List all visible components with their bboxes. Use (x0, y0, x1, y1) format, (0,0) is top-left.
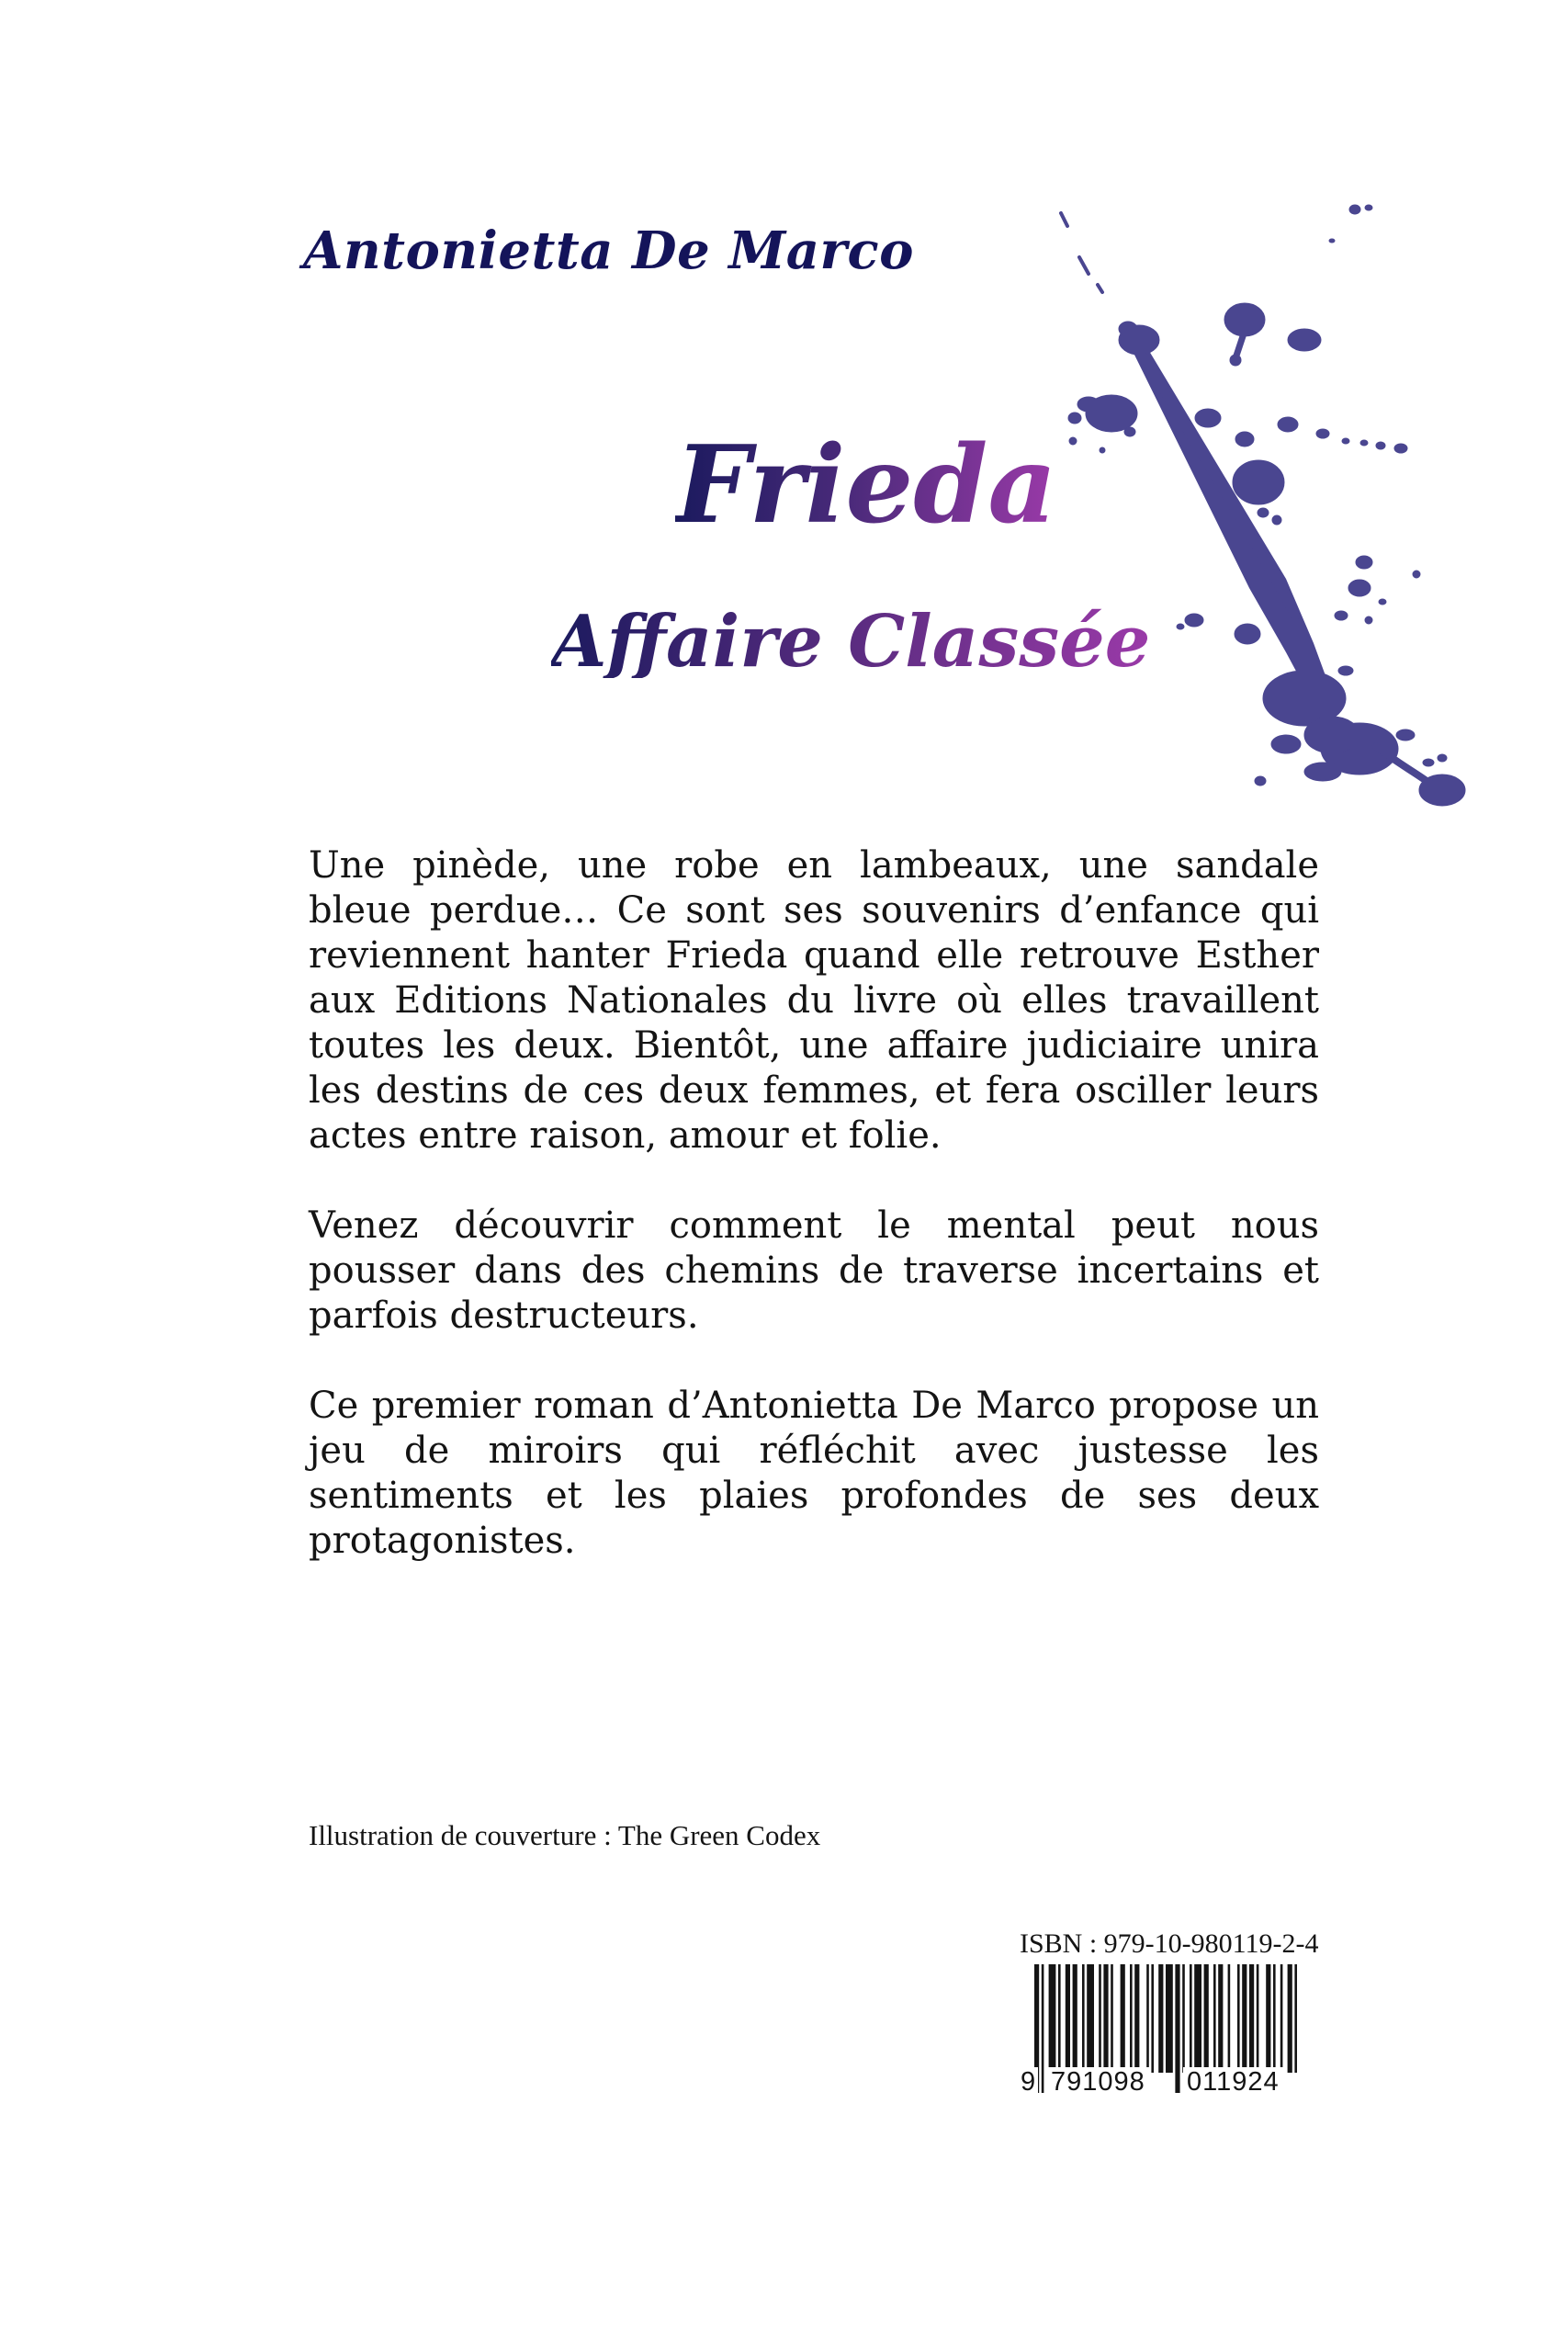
barcode-bar (1288, 1964, 1292, 2073)
barcode-bar (1273, 1964, 1276, 2073)
barcode-bar (1249, 1964, 1254, 2073)
barcode-bar (1190, 1964, 1192, 2073)
barcode-bar (1166, 1964, 1173, 2073)
barcode-bar (1099, 1964, 1101, 2073)
blurb-paragraph: Venez découvrir comment le mental peut nous pousser dans des chemins de traverse incertains et parfois destructeurs. (309, 1204, 1319, 1337)
barcode-bar (1066, 1964, 1070, 2073)
barcode-bar (1146, 1964, 1149, 2073)
barcode-bar (1130, 1964, 1133, 2073)
barcode-bar (1121, 1964, 1125, 2073)
barcode-bar (1213, 1964, 1216, 2073)
barcode-bar (1182, 1964, 1185, 2073)
barcode-bar (1280, 1964, 1283, 2073)
blurb-paragraph: Une pinède, une robe en lambeaux, une sandale bleue perdue… Ce sont ses souvenirs d’enfance qui reviennent hanter Frieda quand elle retrouve Esther aux Editions Nationales du livre où elles travaillent toutes les deux. Bientôt, une affaire judiciaire unira les destins de ces deux femmes, et fera osciller leurs actes entre raison, amour et folie. (309, 844, 1319, 1157)
barcode-bar (1294, 1964, 1297, 2073)
barcode-bar (1218, 1964, 1223, 2073)
barcode-bar (1087, 1964, 1094, 2073)
barcode-bar (1158, 1964, 1163, 2073)
barcode-bar (1228, 1964, 1231, 2073)
barcode-bar (1194, 1964, 1201, 2073)
barcode-digit-first: 9 (1018, 2067, 1038, 2098)
barcode-bar (1257, 1964, 1259, 2073)
illustration-credit: Illustration de couverture : The Green Codex (309, 1819, 821, 1851)
barcode-bar (1103, 1964, 1108, 2073)
isbn-label: ISBN : 979-10-980119-2-4 (1020, 1928, 1319, 1959)
barcode-bar (1111, 1964, 1113, 2073)
barcode-bar (1237, 1964, 1240, 2073)
barcode-bar (1049, 1964, 1056, 2073)
barcode-bar (1134, 1964, 1139, 2073)
barcode-bar (1242, 1964, 1247, 2073)
barcode-bar (1204, 1964, 1209, 2073)
blurb-paragraph: Ce premier roman d’Antonietta De Marco propose un jeu de miroirs qui réfléchit avec justesse les sentiments et les plaies profondes de ses deux protagonistes. (309, 1385, 1319, 1562)
barcode-bar (1073, 1964, 1077, 2073)
book-title: Frieda (675, 423, 1057, 548)
barcode-bar (1151, 1964, 1154, 2073)
barcode-bar (1266, 1964, 1270, 2073)
barcode-bar (1058, 1964, 1061, 2073)
author-name: Antonietta De Marco (303, 220, 914, 281)
barcode-digits-right: 011924 (1183, 2067, 1283, 2098)
ink-splash-illustration (1010, 184, 1506, 827)
barcode-digits (1018, 2067, 1312, 2104)
book-subtitle: Affaire Classée (551, 600, 1151, 684)
barcode-digits-left: 791098 (1047, 2067, 1149, 2098)
barcode-bar (1082, 1964, 1085, 2073)
blurb (309, 843, 1319, 1609)
